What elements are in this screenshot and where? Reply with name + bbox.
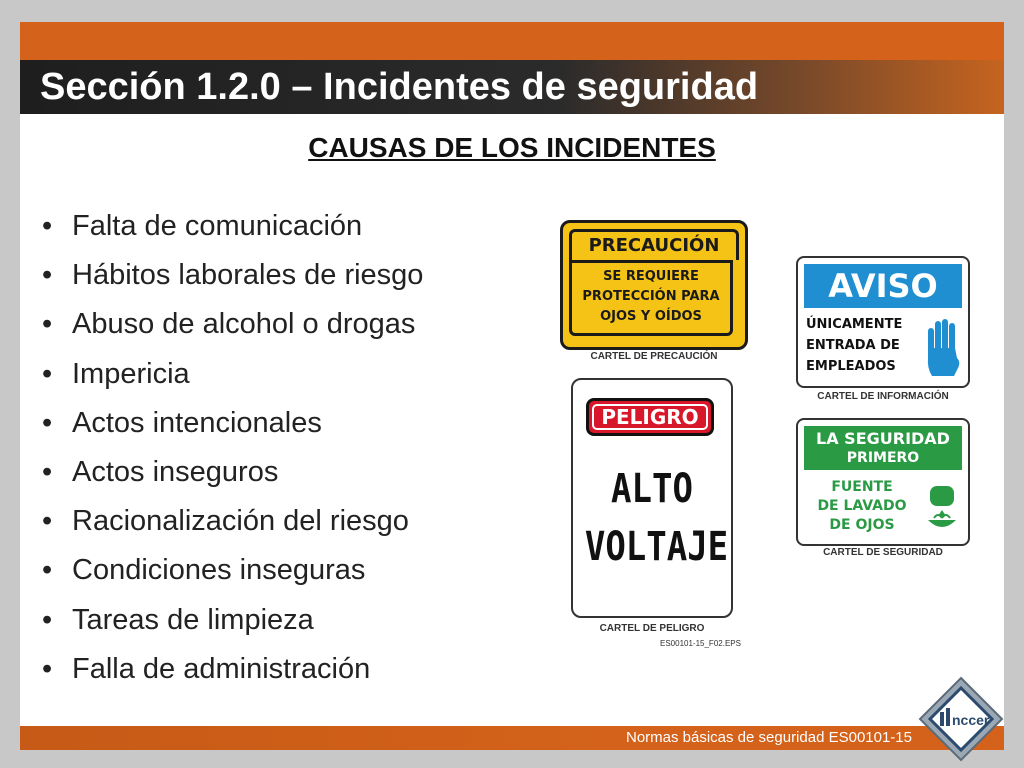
cause-item: • Racionalización del riesgo [42, 503, 423, 552]
danger-sign-line: VOLTAJE [584, 524, 729, 570]
notice-sign-line: EMPLEADOS [806, 359, 896, 374]
cause-item: • Actos inseguros [42, 454, 423, 503]
eyewash-icon [924, 480, 960, 536]
safety-sign-caption: CARTEL DE SEGURIDAD [823, 547, 943, 558]
danger-sign-line: ALTO [611, 466, 693, 512]
danger-sign-file-ref: ES00101-15_F02.EPS [660, 639, 741, 648]
logo-text: nccer [952, 712, 990, 728]
cause-item: • Abuso de alcohol o drogas [42, 306, 423, 355]
safety-sign-line: FUENTE [831, 479, 893, 495]
caution-sign-line: PROTECCIÓN PARA [582, 289, 720, 304]
notice-sign [796, 256, 970, 388]
caution-sign-header: PRECAUCIÓN [569, 229, 739, 260]
notice-sign-header: AVISO [804, 264, 962, 308]
danger-sign-caption: CARTEL DE PELIGRO [599, 623, 705, 634]
notice-sign-line: ENTRADA DE [806, 338, 900, 353]
caution-sign-body [569, 260, 733, 336]
cause-item: • Falla de administración [42, 651, 423, 700]
safety-sign-header-line: PRIMERO [846, 450, 920, 466]
caution-sign-caption: CARTEL DE PRECAUCIÓN [590, 351, 718, 362]
footer-bar [20, 726, 1004, 750]
cause-item: • Hábitos laborales de riesgo [42, 257, 423, 306]
slide [20, 22, 1004, 750]
slide-subtitle: CAUSAS DE LOS INCIDENTES [308, 132, 716, 163]
cause-item: • Impericia [42, 356, 423, 405]
cause-item: • Tareas de limpieza [42, 602, 423, 651]
top-band [20, 22, 1004, 60]
nccer-logo [918, 676, 1004, 762]
hand-icon [924, 318, 962, 378]
cause-item: • Actos intencionales [42, 405, 423, 454]
safety-sign-header-line: LA SEGURIDAD [816, 429, 950, 448]
danger-sign-body [584, 460, 729, 576]
caution-sign-line: OJOS Y OÍDOS [600, 309, 702, 324]
safety-sign [796, 418, 970, 546]
safety-sign-line: DE OJOS [829, 517, 895, 533]
danger-sign-header-box [586, 398, 714, 436]
safety-sign-body [802, 478, 922, 535]
notice-sign-body [806, 314, 924, 377]
safety-sign-line: DE LAVADO [817, 498, 907, 514]
cause-item: • Falta de comunicación [42, 208, 423, 257]
notice-sign-line: ÚNICAMENTE [806, 317, 903, 332]
notice-sign-caption: CARTEL DE INFORMACIÓN [817, 391, 949, 402]
slide-title: Sección 1.2.0 – Incidentes de seguridad [40, 66, 759, 108]
footer-text: Normas básicas de seguridad ES00101-15 [625, 729, 912, 746]
danger-sign [571, 378, 733, 618]
cause-item: • Condiciones inseguras [42, 552, 423, 601]
caution-sign [560, 220, 748, 350]
safety-sign-header [804, 426, 962, 470]
danger-sign-header: PELIGRO [592, 404, 708, 430]
title-bar [20, 60, 1004, 114]
causes-list [42, 208, 423, 700]
caution-sign-line: SE REQUIERE [603, 269, 699, 284]
